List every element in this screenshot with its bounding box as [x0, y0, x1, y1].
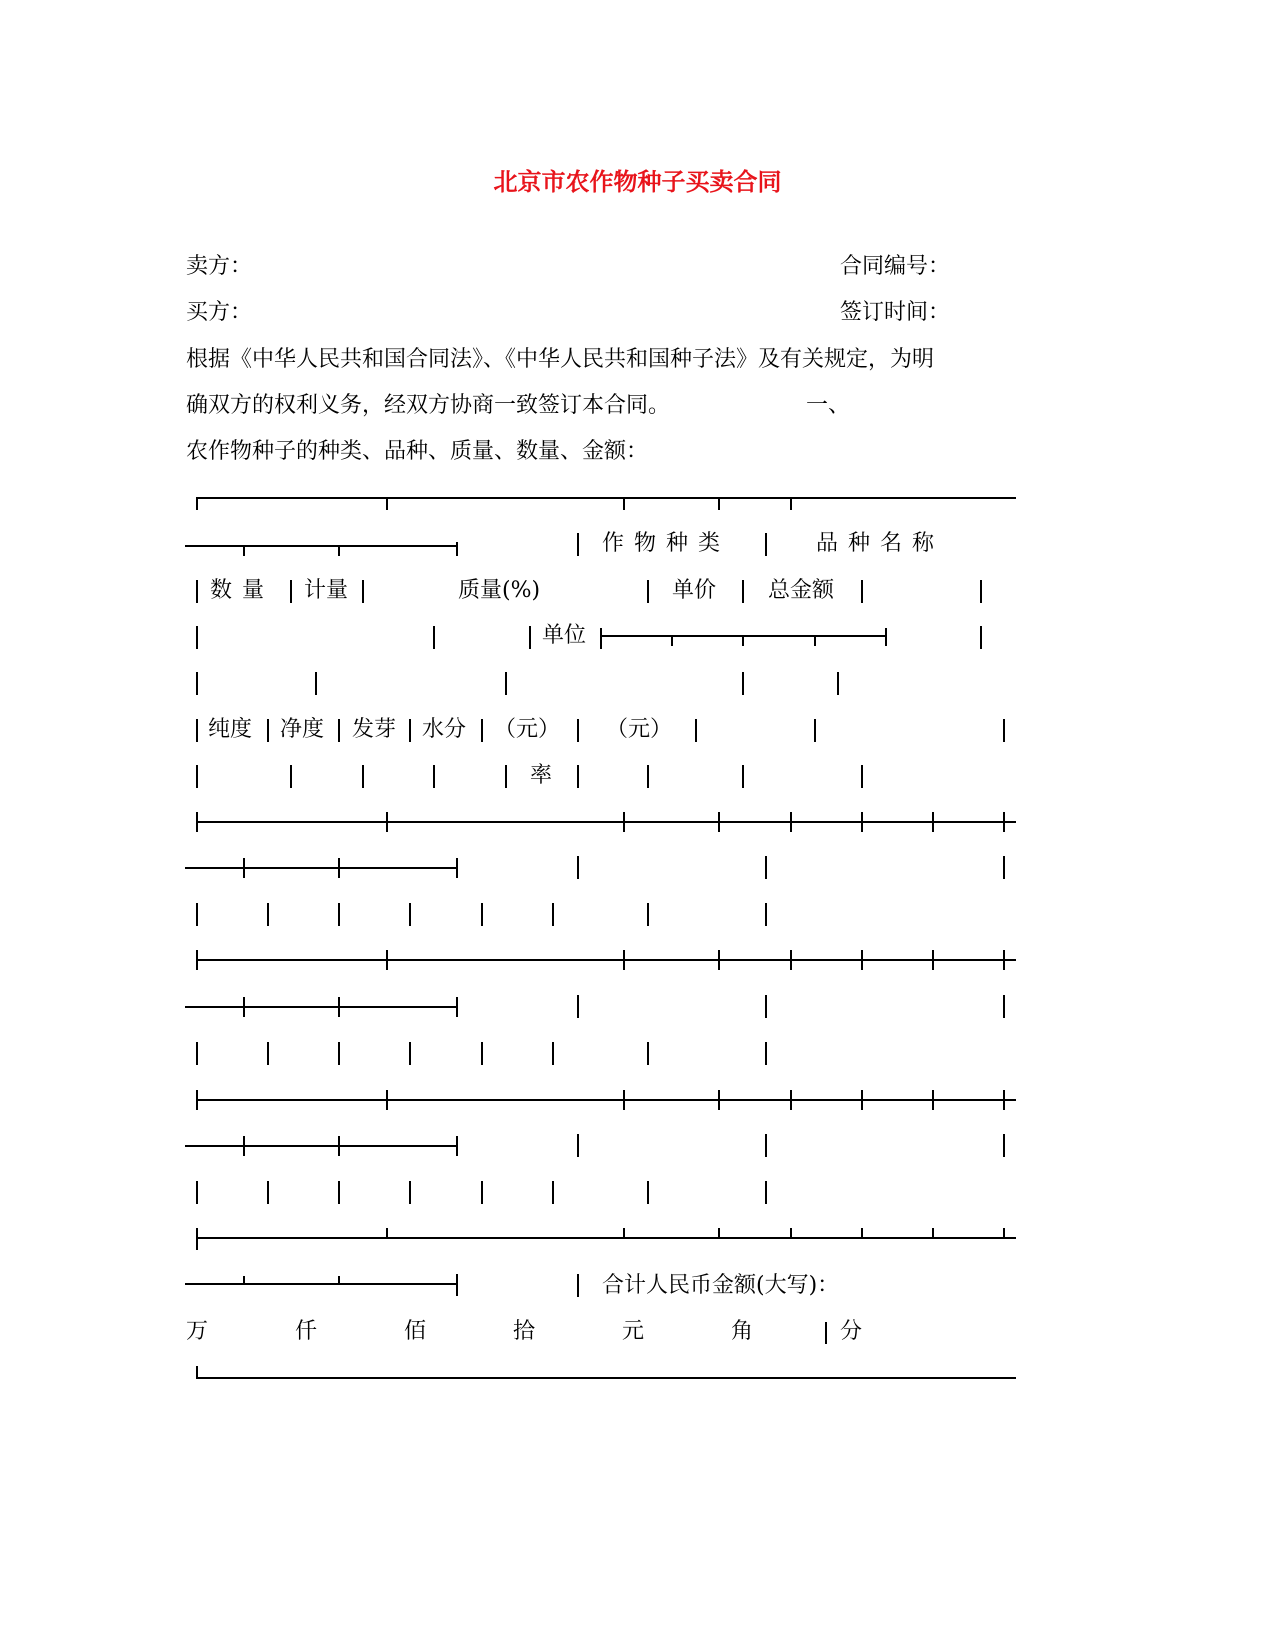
- header-germination: 发芽: [352, 717, 397, 742]
- header-moisture: 水分: [422, 717, 467, 742]
- seller-label: 卖方：: [186, 254, 253, 279]
- header-purity: 纯度: [208, 717, 253, 742]
- header-unit-price: 单价: [672, 578, 717, 603]
- header-cleanliness: 净度: [280, 717, 325, 742]
- document-title: 北京市农作物种子买卖合同: [493, 167, 782, 196]
- section-title: 农作物种子的种类、品种、质量、数量、金额：: [186, 439, 649, 464]
- currency-units-row: 万 仟 佰 拾 元 角 分: [186, 1319, 902, 1344]
- header-quantity: 数量: [210, 578, 275, 603]
- header-crop-type: 作物种类: [602, 531, 731, 556]
- header-unit: 单位: [542, 623, 587, 648]
- header-quality: 质量(%): [458, 578, 541, 603]
- header-total-amount: 总金额: [768, 578, 835, 603]
- total-rmb-label: 合计人民币金额(大写)：: [602, 1273, 840, 1298]
- header-variety-name: 品种名称: [816, 531, 945, 556]
- header-measure: 计量: [304, 578, 349, 603]
- contract-number-label: 合同编号：: [840, 254, 951, 279]
- buyer-label: 买方：: [186, 300, 253, 325]
- intro-line-2: 确双方的权利义务，经双方协商一致签订本合同。: [186, 393, 671, 418]
- header-yuan-2: （元）: [606, 717, 673, 742]
- header-rate: 率: [530, 763, 553, 788]
- intro-line-1: 根据《中华人民共和国合同法》、《中华人民共和国种子法》及有关规定，为明: [186, 347, 935, 372]
- header-yuan-1: （元）: [494, 717, 561, 742]
- signing-time-label: 签订时间：: [840, 300, 951, 325]
- section-number: 一、: [806, 393, 851, 418]
